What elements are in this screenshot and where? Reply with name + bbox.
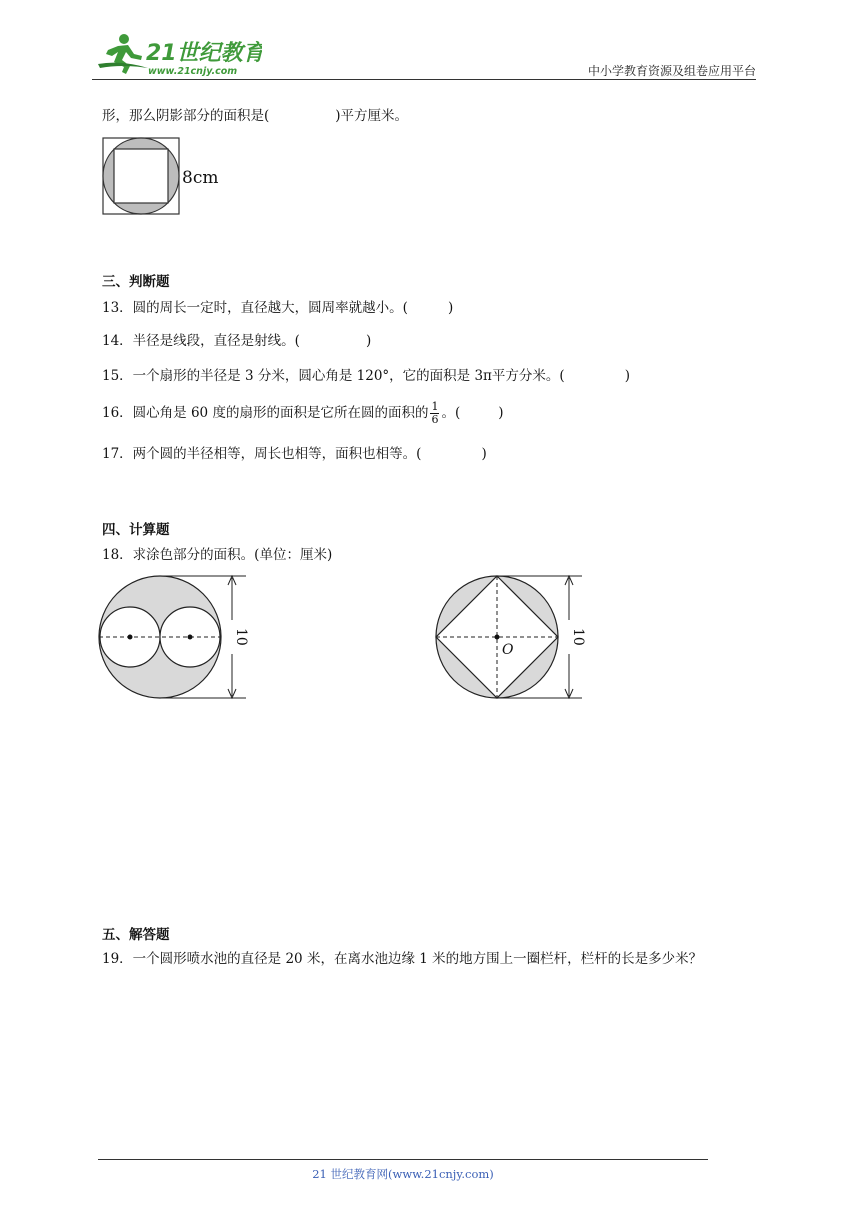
q15-close: ) bbox=[624, 368, 630, 384]
platform-name: 中小学教育资源及组卷应用平台 bbox=[587, 64, 756, 78]
fig2-center-label: O bbox=[502, 642, 514, 658]
header-divider bbox=[92, 79, 756, 80]
q14-close: ) bbox=[365, 333, 372, 349]
q16-after: 。( bbox=[441, 405, 461, 421]
section5-title: 五、解答题 bbox=[102, 927, 170, 943]
q16-close: ) bbox=[498, 405, 504, 421]
fraction-numerator: 1 bbox=[431, 400, 439, 413]
q12-text-after: )平方厘米。 bbox=[335, 108, 409, 124]
q12-text-before: 形，那么阴影部分的面积是( bbox=[102, 108, 270, 124]
fraction-denominator: 6 bbox=[431, 413, 439, 426]
q19-text: 19．一个圆形喷水池的直径是 20 米，在离水池边缘 1 米的地方围上一圈栏杆，栏杆的长是多少米？ bbox=[102, 951, 703, 967]
q16 bbox=[102, 401, 504, 426]
q15 bbox=[102, 366, 630, 386]
footer-link[interactable]: 21 世纪教育网(www.21cnjy.com) bbox=[312, 1167, 494, 1181]
q15-text: 15．一个扇形的半径是 3 分米，圆心角是 120°，它的面积是 3π平方分米。( bbox=[102, 368, 565, 384]
q18-figure-1 bbox=[96, 572, 256, 708]
q18-text: 18．求涂色部分的面积。(单位：厘米) bbox=[102, 547, 333, 563]
q13-text: 13．圆的周长一定时，直径越大，圆周率就越小。( bbox=[102, 300, 408, 316]
q13-close: ) bbox=[447, 300, 454, 316]
q12-figure bbox=[100, 136, 230, 220]
q14-text: 14．半径是线段，直径是射线。( bbox=[102, 333, 300, 349]
q12-figure-label: 8cm bbox=[182, 168, 219, 188]
runner-icon bbox=[98, 34, 148, 74]
logo-url-text: www.21cnjy.com bbox=[148, 66, 238, 77]
q17-text: 17．两个圆的半径相等，周长也相等，面积也相等。( bbox=[102, 446, 422, 462]
section3-title: 三、判断题 bbox=[102, 274, 170, 290]
site-logo bbox=[92, 30, 262, 78]
logo-main-text: 21世纪教育 bbox=[146, 41, 262, 66]
q14 bbox=[102, 331, 371, 351]
q16-text: 16．圆心角是 60 度的扇形的面积是它所在圆的面积的 bbox=[102, 405, 429, 421]
q17-close: ) bbox=[481, 446, 487, 462]
section4-title: 四、计算题 bbox=[102, 522, 170, 538]
q13 bbox=[102, 298, 453, 318]
fig1-dimension-label: 10 bbox=[233, 628, 249, 646]
q12-tail bbox=[102, 106, 408, 126]
q17 bbox=[102, 444, 487, 464]
footer-divider bbox=[98, 1159, 708, 1160]
q16-fraction bbox=[430, 401, 439, 426]
fig2-dimension-label: 10 bbox=[570, 628, 586, 646]
q18-figure-2 bbox=[432, 572, 592, 708]
